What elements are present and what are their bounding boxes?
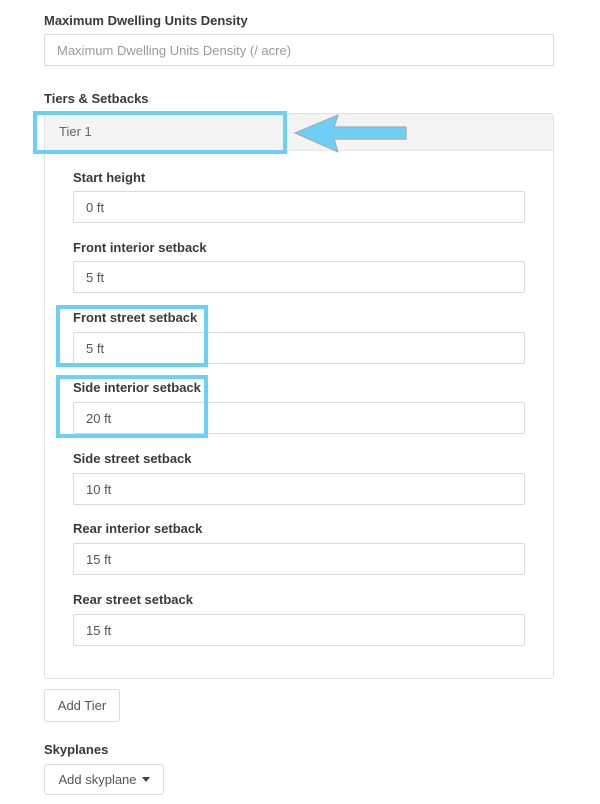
add-skyplane-dropdown[interactable] — [44, 764, 164, 795]
tier-title: Tier 1 — [59, 124, 92, 139]
side-interior-highlight-box — [56, 375, 208, 438]
density-input[interactable] — [44, 34, 554, 66]
side-interior-setback-input[interactable]: 20 ft — [73, 402, 525, 434]
rear-street-setback-input[interactable]: 15 ft — [73, 614, 525, 646]
rear-street-setback-label: Rear street setback — [73, 592, 193, 607]
tier-highlight-box — [33, 111, 287, 154]
front-street-highlight-box — [56, 305, 208, 367]
front-street-setback-label: Front street setback — [73, 310, 198, 325]
caret-down-icon — [142, 777, 150, 782]
front-interior-setback-label: Front interior setback — [73, 240, 207, 255]
side-street-setback-input[interactable]: 10 ft — [73, 473, 525, 505]
density-label: Maximum Dwelling Units Density — [44, 13, 248, 28]
side-interior-setback-label: Side interior setback — [73, 380, 201, 395]
front-interior-setback-input[interactable]: 5 ft — [73, 261, 525, 293]
start-height-input[interactable]: 0 ft — [73, 191, 525, 223]
front-street-setback-input[interactable]: 5 ft — [73, 332, 525, 364]
side-street-setback-label: Side street setback — [73, 451, 192, 466]
start-height-label: Start height — [73, 170, 146, 185]
add-tier-button[interactable]: Add Tier — [44, 689, 120, 722]
skyplanes-title: Skyplanes — [44, 742, 109, 757]
tiers-section-title: Tiers & Setbacks — [44, 91, 149, 106]
add-skyplane-label: Add skyplane — [58, 772, 137, 787]
rear-interior-setback-label: Rear interior setback — [73, 521, 203, 536]
arrow-left-icon — [290, 112, 410, 156]
rear-interior-setback-input[interactable]: 15 ft — [73, 543, 525, 575]
